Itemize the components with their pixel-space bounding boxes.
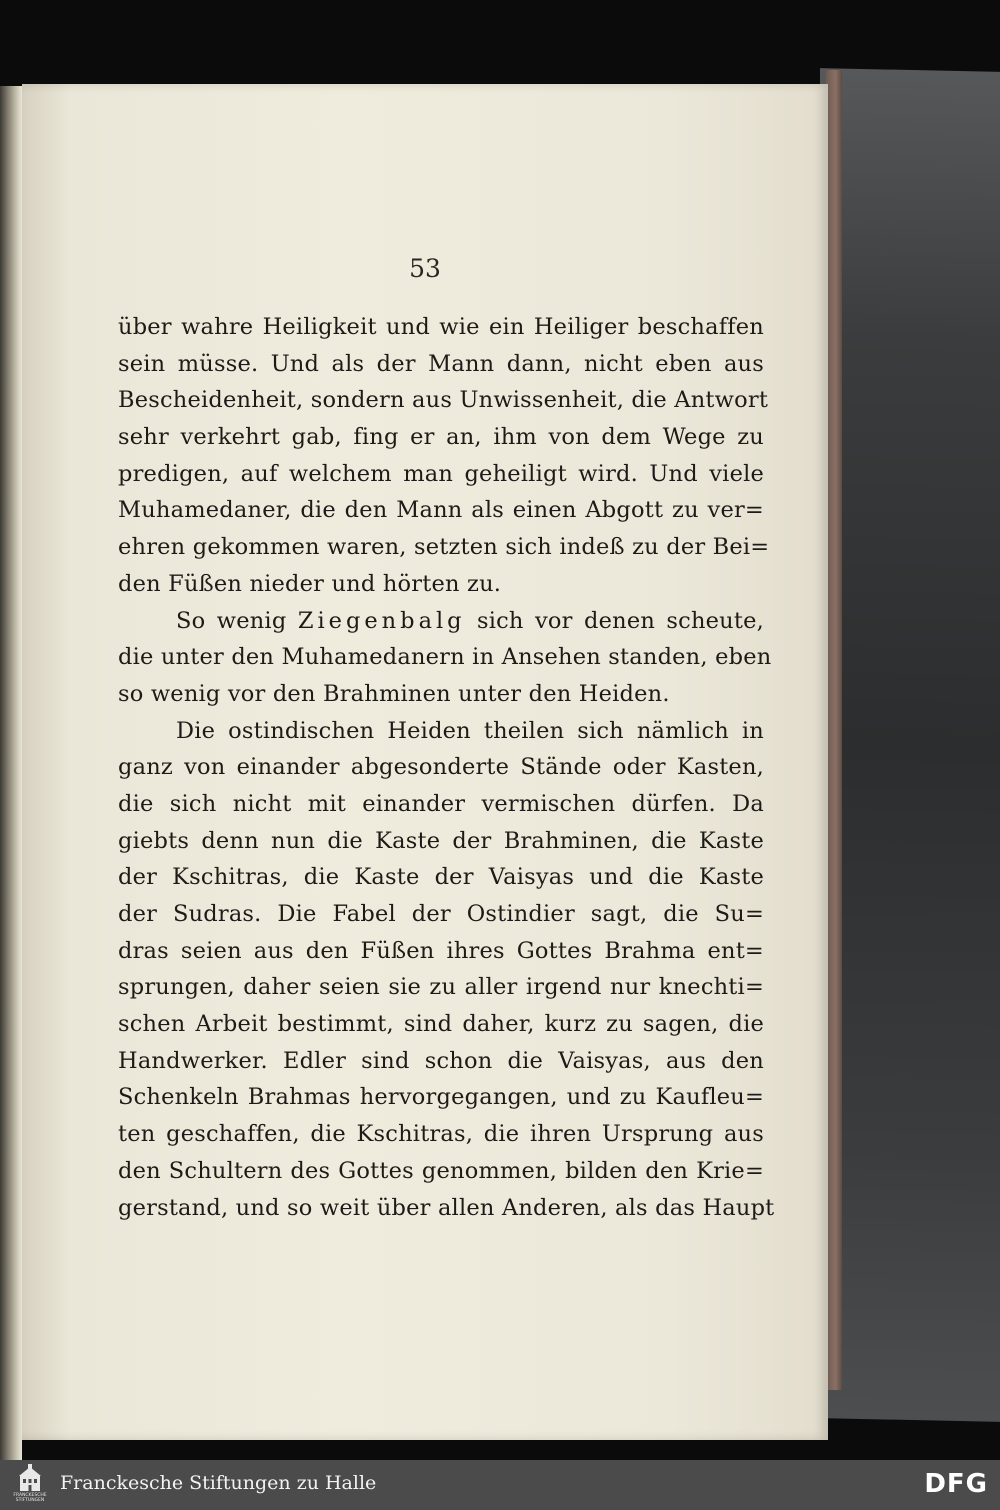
text-line: die sich nicht mit einander vermischen dürfen. Da [118, 790, 764, 817]
text-segment: So wenig [176, 607, 298, 634]
viewer-footer [0, 1460, 1000, 1510]
text-line: Schenkeln Brahmas hervorgegangen, und zu Kaufleu= [118, 1084, 764, 1111]
text-line: die unter den Muhamedanern in Ansehen standen, eben [118, 644, 772, 671]
text-line: den Füßen nieder und hörten zu. [118, 570, 502, 597]
building-icon [19, 1464, 41, 1492]
text-line: sprungen, daher seien sie zu aller irgend nur knechti= [118, 974, 764, 1001]
text-line: sein müsse. Und als der Mann dann, nicht eben aus [118, 350, 764, 377]
page-text [118, 309, 775, 1226]
text-line: ten geschaffen, die Kschitras, die ihren Ursprung aus [118, 1121, 764, 1148]
page-number: 53 [409, 254, 441, 283]
logo-caption-line: STIFTUNGEN [15, 1498, 45, 1503]
text-line: sehr verkehrt gab, fing er an, ihm von dem Wege zu [118, 424, 764, 451]
emphasized-name: Ziegenbalg [297, 607, 466, 634]
text-line: giebts denn nun die Kaste der Brahminen, die Kaste [118, 827, 764, 854]
book-page [22, 84, 828, 1440]
text-line: gerstand, und so weit über allen Anderen, als das Haupt [118, 1194, 775, 1221]
text-line: predigen, auf welchem man geheiligt wird. Und viele [118, 460, 764, 487]
dfg-logo[interactable]: DFG [924, 1469, 988, 1499]
text-line: Die ostindischen Heiden theilen sich nämlich in [176, 717, 764, 744]
logo-caption [13, 1493, 46, 1503]
book-left-edge [0, 86, 22, 1460]
franckesche-logo[interactable] [10, 1464, 50, 1506]
logo-caption-line: FRANCKESCHE [13, 1493, 47, 1498]
text-line: dras seien aus den Füßen ihres Gottes Brahma ent= [118, 937, 764, 964]
text-line [118, 603, 764, 640]
text-line: der Sudras. Die Fabel der Ostindier sagt, die Su= [118, 901, 764, 927]
text-line: über wahre Heiligkeit und wie ein Heiliger beschaffen [118, 314, 764, 340]
text-line: ehren gekommen waren, setzten sich indeß zu der Bei= [118, 534, 770, 561]
text-segment: sich vor denen scheute, [465, 607, 764, 634]
text-line: so wenig vor den Brahminen unter den Heiden. [118, 680, 670, 707]
book-cover [820, 68, 1000, 1422]
text-line: der Kschitras, die Kaste der Vaisyas und die Kaste [118, 864, 764, 891]
text-line: ganz von einander abgesonderte Stände oder Kasten, [118, 754, 764, 781]
text-line: den Schultern des Gottes genommen, bilden den Krie= [118, 1157, 764, 1184]
text-line: Bescheidenheit, sondern aus Unwissenheit, die Antwort [118, 387, 769, 414]
text-line: schen Arbeit bestimmt, sind daher, kurz zu sagen, die [118, 1011, 764, 1038]
institution-link[interactable]: Franckesche Stiftungen zu Halle [60, 1472, 377, 1494]
cover-edge [826, 70, 842, 1390]
text-line: Handwerker. Edler sind schon die Vaisyas, aus den [118, 1047, 764, 1074]
text-line: Muhamedaner, die den Mann als einen Abgott zu ver= [118, 497, 764, 524]
